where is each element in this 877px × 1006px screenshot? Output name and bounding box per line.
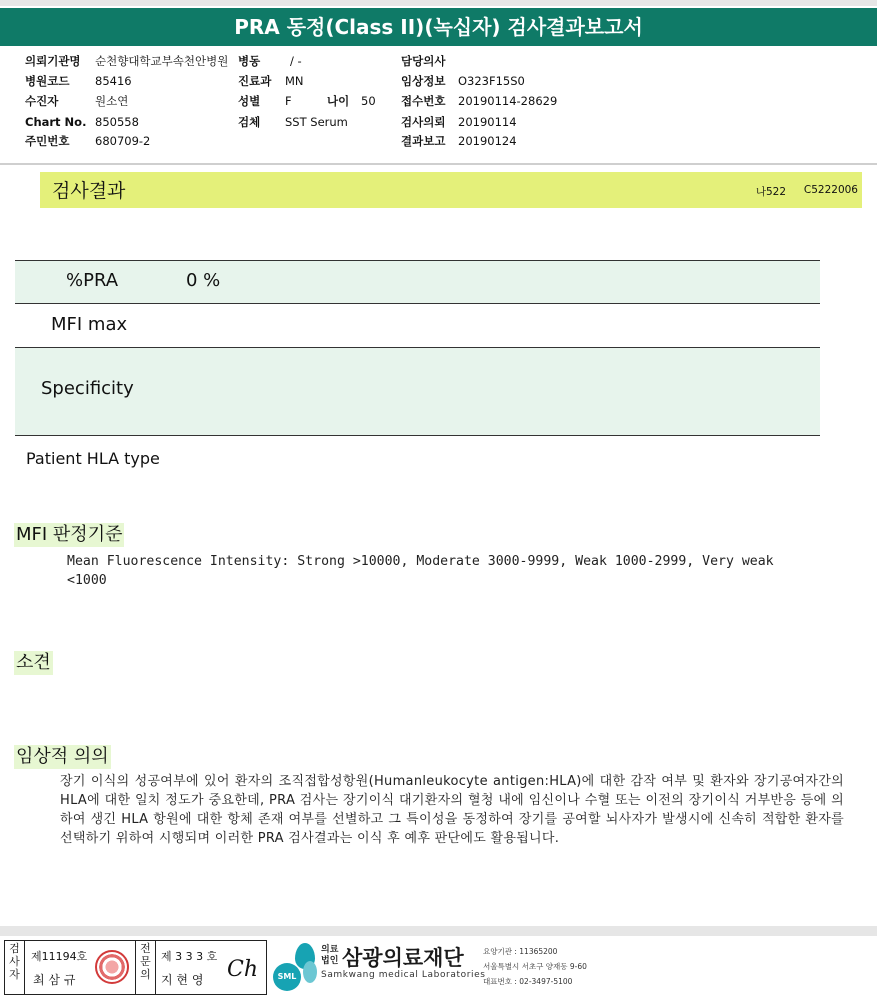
report-title: PRA 동정(Class II)(녹십자) 검사결과보고서 xyxy=(0,8,877,46)
mfi-max-label: MFI max xyxy=(51,314,128,335)
footer-band xyxy=(0,926,877,936)
ward-value: / - xyxy=(290,54,302,68)
org-name: 삼광의료재단 xyxy=(342,946,464,970)
dept-label: 진료과 xyxy=(238,74,272,88)
tester-name: 최 삼 규 xyxy=(33,973,76,987)
chart-value: 850558 xyxy=(95,115,139,129)
opinion-heading: 소견 xyxy=(16,652,51,673)
result-header-bar xyxy=(40,172,862,208)
patient-hla-label: Patient HLA type xyxy=(26,449,160,468)
specimen-value: SST Serum xyxy=(285,115,348,129)
result-date-label: 결과보고 xyxy=(401,134,446,148)
tester-role-label: 검사자 xyxy=(5,941,25,994)
hospital-value: 순천향대학교부속천안병원 xyxy=(95,54,229,68)
clinical-info-value: O323F15S0 xyxy=(458,74,525,88)
pra-label: %PRA xyxy=(66,270,119,291)
pra-value: 0 % xyxy=(186,270,221,291)
code-value: 85416 xyxy=(95,74,132,88)
age-value: 50 xyxy=(361,94,376,108)
mfi-max-row xyxy=(15,304,820,348)
specificity-label: Specificity xyxy=(41,378,134,399)
clinical-significance-text: 장기 이식의 성공여부에 있어 환자의 조직접합성항원(Humanleukocyte antigen:HLA)에 대한 감작 여부 및 환자와 장기공여자간의 HLA에 대한 일치 정도가 중요한데, PRA 검사는 장기이식 대기환자의 혈청 내에 임신이나 수혈 또는 이전의 장기이식 거부반응 등에 의하여 생긴 HLA 항원에 대한 항체 존재 여부를 선별하고 그 특이성을 동정하여 장기를 공여할 뇌사자가 발생시에 신속히 적합한 환자를 선택하기 위하여 시행되며 이러한 PRA 검사결과는 이식 후 예후 판단에도 활용됩니다. xyxy=(60,774,844,846)
org-legal-line-1: 의료 xyxy=(321,945,339,955)
official-seal xyxy=(95,950,129,984)
org-institution-code: 요양기관 : 11365200 xyxy=(483,947,558,956)
sex-value: F xyxy=(285,94,292,108)
request-date-label: 검사의뢰 xyxy=(401,115,446,129)
id-label: 주민번호 xyxy=(25,134,70,148)
age-label: 나이 xyxy=(327,94,350,108)
info-block xyxy=(0,52,877,152)
patient-label: 수진자 xyxy=(25,94,59,108)
ward-label: 병동 xyxy=(238,54,261,68)
code-label: 병원코드 xyxy=(25,74,70,88)
chart-label: Chart No. xyxy=(25,115,87,129)
patient-value: 원소연 xyxy=(95,94,129,108)
sex-label: 성별 xyxy=(238,94,261,108)
org-address: 서울특별시 서초구 양재동 9-60 xyxy=(483,962,587,971)
dept-value: MN xyxy=(285,74,304,88)
reporter-number: 제 3 3 3 호 xyxy=(161,950,218,963)
clinical-significance-heading: 임상적 의의 xyxy=(16,746,109,767)
hospital-label: 의뢰기관명 xyxy=(25,54,81,68)
org-phone: 대표번호 : 02-3497-5100 xyxy=(483,977,573,986)
mfi-criteria-line-1: Mean Fluorescence Intensity: Strong >10000, Moderate 3000-9999, Weak 1000-2999, Very weak xyxy=(67,554,774,569)
id-value: 680709-2 xyxy=(95,134,151,148)
reporter-role-label: 전문의 xyxy=(136,941,156,994)
tester-number: 제11194호 xyxy=(31,950,88,963)
logo-drop-shape-small xyxy=(303,961,317,983)
signature-box xyxy=(4,940,267,995)
doctor-label: 담당의사 xyxy=(401,54,446,68)
result-code-1: 나522 xyxy=(755,186,786,198)
result-date-value: 20190124 xyxy=(458,134,517,148)
receipt-value: 20190114-28629 xyxy=(458,94,558,108)
mfi-criteria-line-2: <1000 xyxy=(67,573,107,588)
sml-logo-icon xyxy=(273,943,317,991)
org-legal-type xyxy=(321,945,338,967)
logo-circle: SML xyxy=(273,963,301,991)
top-border xyxy=(0,0,877,6)
result-code-2: C5222006 xyxy=(803,184,858,196)
request-date-value: 20190114 xyxy=(458,115,517,129)
org-english-name: Samkwang medical Laboratories xyxy=(321,970,486,980)
receipt-label: 접수번호 xyxy=(401,94,446,108)
clinical-info-label: 임상정보 xyxy=(401,74,446,88)
divider xyxy=(0,163,877,165)
specimen-label: 검체 xyxy=(238,115,261,129)
reporter-name: 지 현 영 xyxy=(161,973,204,987)
org-legal-line-2: 법인 xyxy=(321,956,339,966)
pra-row xyxy=(15,260,820,304)
handwritten-signature: Ch xyxy=(227,957,259,982)
mfi-criteria-heading: MFI 판정기준 xyxy=(16,524,123,545)
result-heading: 검사결과 xyxy=(52,180,126,202)
specificity-row xyxy=(15,348,820,436)
